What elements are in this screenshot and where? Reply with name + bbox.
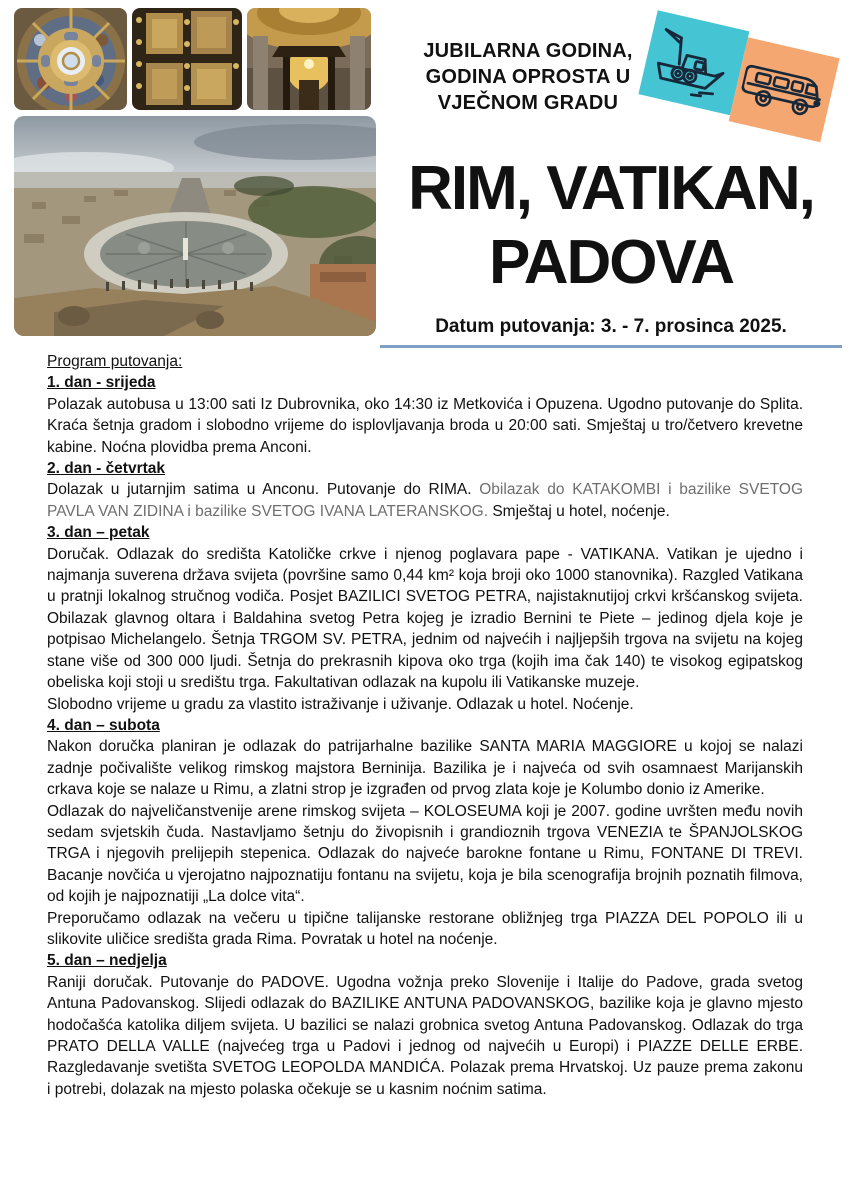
day-2-text-run-3: Smještaj u hotel, noćenje. xyxy=(488,502,670,520)
day-3-title: 3. dan – petak xyxy=(47,524,150,542)
day-2-title: 2. dan - četvrtak xyxy=(47,460,166,478)
day-4-paragraph-3: Preporučamo odlazak na večeru u tipične talijanske restorane obližnjeg trga PIAZZA DEL POPOLO ili u slikovite uličice središta grada Rima. Povratak u hotel na noćenje. xyxy=(47,909,803,948)
holy-door-illustration xyxy=(132,8,242,110)
header-block xyxy=(380,38,842,348)
day-5-paragraph: Raniji doručak. Putovanje do PADOVE. Ugodna vožnja preko Slovenije i Italije do Padove, grada svetog Antuna Padovanskog. Slijedi odlazak do BAZILIKE ANTUNA PADOVANSKOG, bazilike koja je glavno mjesto hodočašća katolika diljem svijeta. U bazilici se nalazi grobnica svetog Antuna Padovanskog. Odlazak do trga PRATO DELLA VALLE (najvećeg trga u Padovi i jednog od najvećih u Europi) i PIAZZE DELLE ERBE. Razgledavanje svetišta SVETOG LEOPOLDA MANDIĆA. Polazak prema Hrvatskoj. Uz pauze prema zakonu i potrebi, dolazak na mjesto polaska očekuje se u kasnim noćnim satima. xyxy=(47,973,803,1098)
dome-interior-illustration xyxy=(14,8,127,110)
day-2-text-run-1: Dolazak u jutarnjim satima u Anconu. Putovanje do RIMA. xyxy=(47,481,480,499)
itinerary xyxy=(47,351,803,1100)
day-5-title: 5. dan – nedjelja xyxy=(47,952,167,970)
collage-top-row xyxy=(14,8,376,110)
day-4-title: 4. dan – subota xyxy=(47,716,160,734)
day-2-paragraph xyxy=(47,479,803,522)
travel-date: Datum putovanja: 3. - 7. prosinca 2025. xyxy=(435,316,787,337)
photo-collage xyxy=(14,8,376,336)
day-3-paragraph-2: Slobodno vrijeme u gradu za vlastito istraživanje i uživanje. Odlazak u hotel. Noćenje. xyxy=(47,695,634,713)
kicker-line-2: GODINA OPROSTA U xyxy=(425,66,631,88)
holy-door-photo xyxy=(132,8,242,110)
baldachin-illustration xyxy=(247,8,371,110)
aerial-view-illustration xyxy=(14,116,376,336)
title-line-1: RIM, VATIKAN, xyxy=(408,154,814,223)
header-divider xyxy=(380,345,842,348)
day-4-paragraph-1: Nakon doručka planiran je odlazak do patrijarhalne bazilike SANTA MARIA MAGGIORE u kojoj se nalazi zadnje počivalište velikog rimskog majstora Berninija. Bazilika je i najveća od svih osamnaest Marijanskih crkava koje se nalaze u Rimu, a zlatni strop je izgrađen od prvog zlata koje je Kolumbo donio iz Amerike. xyxy=(47,738,803,799)
day-2-text-run-2-muted: Obilazak do KATAKOMBI i bazilike SVETOG PAVLA VAN ZIDINA i bazilike SVETOG IVANA LATERANSKOG. xyxy=(47,481,803,520)
st-peters-square-aerial-photo xyxy=(14,116,376,336)
kicker-line-1: JUBILARNA GODINA, xyxy=(423,40,633,62)
dome-interior-photo xyxy=(14,8,127,110)
title-line-2: PADOVA xyxy=(488,228,734,297)
baldachin-altar-photo xyxy=(247,8,371,110)
day-4-paragraph-2: Odlazak do najveličanstvenije arene rimskog svijeta – KOLOSEUMA koji je 2007. godine uvršten među novih sedam svjetskih čuda. Nastavljamo šetnju do živopisnih i grandioznih trgova VENEZIA te ŠPANJOLSKOG TRGA i njegovih prelijepih stepenica. Odlazak do najveće barokne fontane u Rimu, FONTANE DI TREVI. Bacanje novčića u vjerojatno najpoznatiju fontanu na svijetu, koja je bila scenografija brojnih poznatih filmova, od kojih je najpoznatiji „La dolce vita“. xyxy=(47,802,803,906)
day-1-paragraph: Polazak autobusa u 13:00 sati Iz Dubrovnika, oko 14:30 iz Metkovića i Opuzena. Ugodno putovanje do Splita. Kraća šetnja gradom i slobodno vrijeme do isplovljavanja broda u 20:00 sati. Smještaj u tro/četvero krevetne kabine. Noćna plovidba prema Anconi. xyxy=(47,395,803,456)
jubilee-kicker xyxy=(394,38,662,116)
day-3-paragraph-1: Doručak. Odlazak do središta Katoličke crkve i njenog poglavara pape - VATIKANA. Vatikan je ujedno i najmanja suverena država svijeta (površine samo 0,44 km² koja broji oko 1000 stanovnika). Razgled Vatikana u pratnji lokalnog stručnog vodiča. Posjet BAZILICI SVETOG PETRA, najistaknutijoj crkvi kršćanskog svijeta. Obilazak glavnog oltara i Baldahina svetog Petra kojeg je izradio Bernini te Piete – jedinog djela koje je potpisao Michelangelo. Šetnja TRGOM SV. PETRA, jednim od najvećih i najljepših trgova na svijetu na kojeg stane više od 300 000 ljudi. Šetnja do prekrasnih kipova oko trga (kojih ima čak 140) te visokog egipatskog obeliska koji stoji u središtu trga. Fakultativan odlazak na kupolu ili Vatikanske muzeje. xyxy=(47,545,803,692)
kicker-line-3: VJEČNOM GRADU xyxy=(437,92,619,114)
program-heading: Program putovanja: xyxy=(47,353,183,370)
page-title xyxy=(380,152,842,300)
day-1-title: 1. dan - srijeda xyxy=(47,374,156,392)
